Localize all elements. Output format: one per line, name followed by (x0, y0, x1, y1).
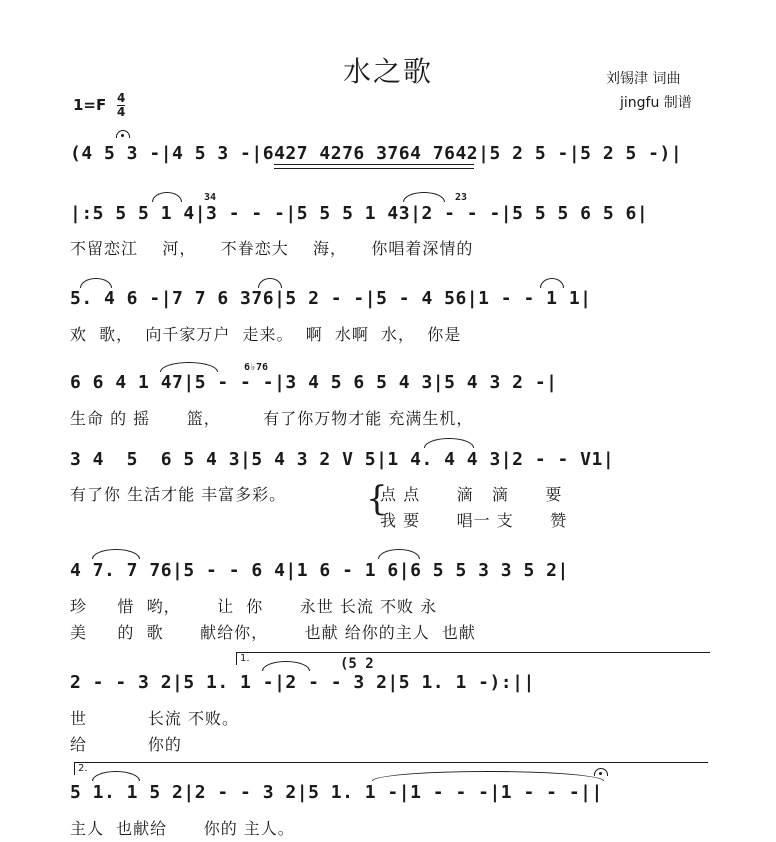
lyric-line: 点 点 滴 滴 要 (380, 485, 563, 504)
verse-brace: { (366, 479, 388, 519)
tie-arc (540, 278, 564, 288)
transcriber-credit: jingfu 制谱 (620, 95, 692, 111)
grace-notes: 34 (204, 192, 217, 203)
lyric-line: 主人 也献给 你的 主人。 (70, 819, 295, 838)
staff-system-2 (70, 203, 710, 237)
tie-arc (160, 362, 218, 372)
song-title: 水之歌 (342, 55, 433, 88)
fermata-icon (594, 768, 608, 776)
lyric-line: 美 的 歌 献给你， 也献 给你的主人 也献 (70, 623, 476, 642)
tie-arc (258, 278, 282, 288)
staff-system-6 (70, 560, 710, 594)
staff-notes: 5. 4 6 -|7 7 6 376|5 2 - -|5 - 4 56|1 - - 1 1| (70, 288, 592, 309)
alternate-notes: (5 2 (340, 656, 374, 672)
staff-system-5 (70, 449, 710, 483)
grace-notes: 6♭76 (244, 362, 269, 373)
fermata-icon (116, 130, 130, 138)
lyric-line: 有了你 生活才能 丰富多彩。 (70, 485, 287, 504)
lyric-line: 珍 惜 哟， 让 你 永世 长流 不败 永 (70, 597, 438, 616)
staff-notes: 5 1. 1 5 2|2 - - 3 2|5 1. 1 -|1 - - -|1 - - -|| (70, 782, 603, 803)
tie-arc (92, 549, 140, 559)
lyric-line: 给 你的 (70, 735, 182, 754)
staff-system-8 (70, 782, 710, 816)
tie-arc (424, 438, 474, 448)
staff-system-4 (70, 372, 710, 406)
volta-bracket-1: 1. (236, 652, 710, 665)
tie-arc (403, 192, 445, 202)
tie-arc (80, 278, 112, 288)
lyric-line: 我 要 唱一 支 赞 (380, 511, 568, 530)
staff-system-3 (70, 288, 710, 322)
staff-notes: (4 5 3 -|4 5 3 -|6427 4276 3764 7642|5 2 5 -|5 2 5 -)| (70, 143, 683, 164)
time-signature (117, 92, 125, 119)
lyricist-credit: 刘锡津 词曲 (606, 71, 681, 87)
volta-bracket-2: 2. (74, 762, 708, 775)
lyric-line: 世 长流 不败。 (70, 709, 239, 728)
staff-notes: |:5 5 5 1 4|3 - - -|5 5 5 1 43|2 - - -|5 5 5 6 5 6| (70, 203, 649, 224)
time-signature-bottom: 4 (117, 105, 126, 119)
tie-arc (378, 549, 420, 559)
underline (274, 164, 474, 165)
lyric-line: 生命 的 摇 篮， 有了你万物才能 充满生机， (70, 409, 474, 428)
tie-arc (152, 192, 182, 202)
time-signature-top: 4 (117, 91, 126, 105)
key-signature: 1=F (73, 96, 107, 114)
staff-system-1 (70, 143, 710, 177)
grace-notes: 23 (455, 192, 468, 203)
staff-notes: 2 - - 3 2|5 1. 1 -|2 - - 3 2|5 1. 1 -):|| (70, 672, 535, 693)
lyric-line: 欢 歌， 向千家万户 走来。 啊 水啊 水， 你是 (70, 325, 462, 344)
staff-notes: 4 7. 7 76|5 - - 6 4|1 6 - 1 6|6 5 5 3 3 5 2| (70, 560, 569, 581)
underline (274, 168, 474, 169)
lyric-line: 不留恋江 河， 不眷恋大 海， 你唱着深情的 (70, 239, 474, 258)
staff-system-7 (70, 672, 710, 706)
staff-notes: 6 6 4 1 47|5 - - -|3 4 5 6 5 4 3|5 4 3 2 -| (70, 372, 558, 393)
staff-notes: 3 4 5 6 5 4 3|5 4 3 2 V 5|1 4. 4 4 3|2 - - V1| (70, 449, 615, 470)
